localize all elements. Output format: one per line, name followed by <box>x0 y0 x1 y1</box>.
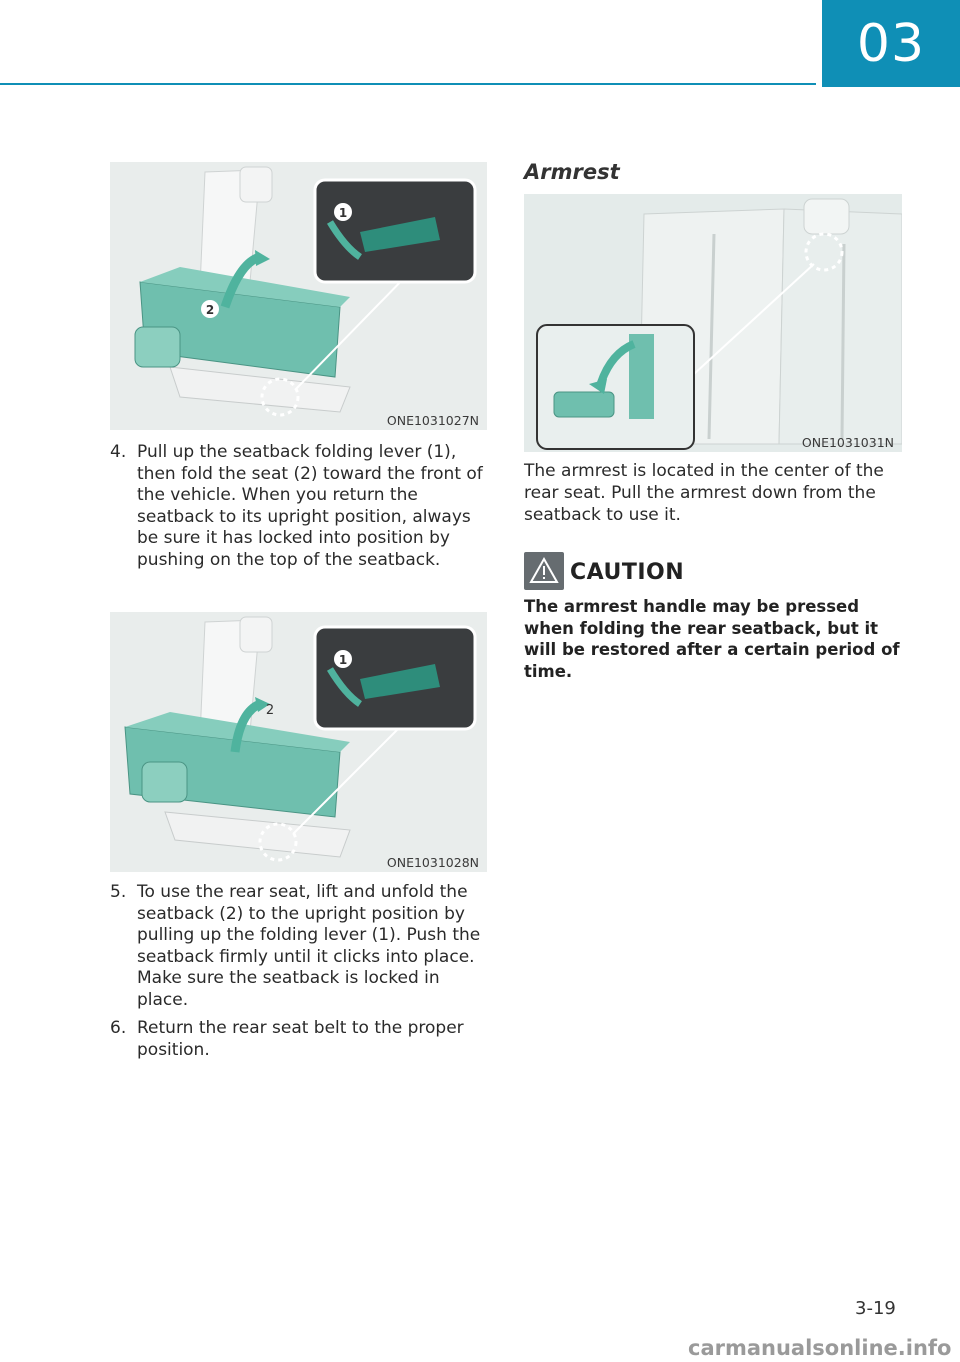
figure-seat-unfold <box>110 612 487 872</box>
armrest-description: The armrest is located in the center of the rear seat. Pull the armrest down from the seatback to use it. <box>524 461 884 525</box>
armrest-illustration <box>524 194 902 452</box>
seat-fold-illustration <box>110 162 487 430</box>
step-number: 6. <box>110 1018 127 1038</box>
watermark: carmanualsonline.info <box>688 1336 952 1360</box>
figure-code: ONE1031027N <box>386 413 479 428</box>
page-number: 3-19 <box>855 1298 896 1319</box>
header-rule <box>0 83 816 85</box>
chapter-number: 03 <box>856 13 926 74</box>
step-4 <box>110 442 490 572</box>
caution-body: The armrest handle may be pressed when folding the rear seatback, but it will be restored after a certain period of time. <box>524 597 900 681</box>
seat-unfold-illustration <box>110 612 487 872</box>
caution-title: CAUTION <box>570 560 685 585</box>
warning-icon <box>524 552 564 590</box>
step-text: Return the rear seat belt to the proper position. <box>137 1018 464 1060</box>
callout-1: 1 <box>338 653 348 667</box>
chapter-tab <box>822 0 960 87</box>
figure-code: ONE1031031N <box>801 435 894 450</box>
step-6 <box>110 1018 490 1061</box>
section-heading-armrest: Armrest <box>524 160 620 184</box>
caution-box <box>524 552 564 590</box>
step-number: 4. <box>110 442 127 462</box>
armrest-zoom-inset <box>537 325 694 449</box>
callout-1: 1 <box>338 206 348 220</box>
figure-seat-fold <box>110 162 487 430</box>
step-text: To use the rear seat, lift and unfold the seatback (2) to the upright position by pulling up the folding lever (1). Push the seatback firmly until it clicks into place. Make sure the seatback is locked in place. <box>137 882 481 1010</box>
callout-2: 2 <box>205 303 215 317</box>
figure-armrest <box>524 194 902 452</box>
step-5 <box>110 882 490 1012</box>
step-text: Pull up the seatback folding lever (1), then fold the seat (2) toward the front of the vehicle. When you return the seatback to its upright position, always be sure it has locked into position by pushing on the top of the seatback. <box>137 442 483 570</box>
figure-code: ONE1031028N <box>386 855 479 870</box>
step-number: 5. <box>110 882 127 902</box>
callout-2: 2 <box>265 703 275 718</box>
